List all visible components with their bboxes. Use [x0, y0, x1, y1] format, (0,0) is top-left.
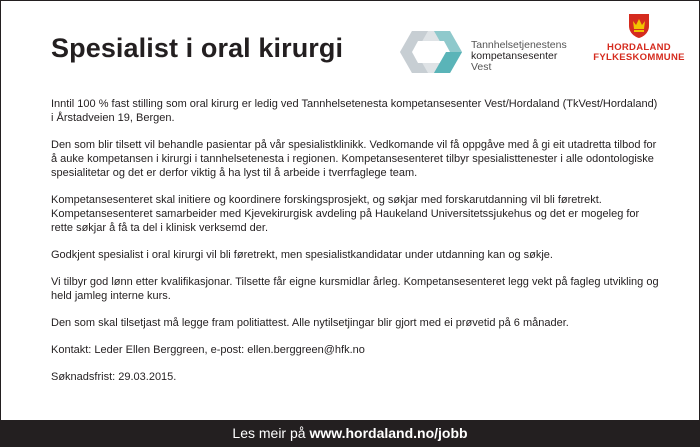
- tannhelse-logo: [398, 27, 568, 79]
- paragraph-police-certificate: Den som skal tilsetjast må legge fram politiattest. Alle nytilsetjingar blir gjort med ei prøvetid på 6 månader.: [51, 317, 569, 329]
- paragraph-deadline: Søknadsfrist: 29.03.2015.: [51, 371, 177, 383]
- hexagon-logo-icon: [398, 29, 464, 75]
- paragraph-offer: Vi tilbyr god lønn etter kvalifikasjonar. Tilsette får eigne kursmidlar årleg. Kompetansesenteret legg vekt på fagleg utvikling og held jamleg interne kurs.: [51, 276, 659, 302]
- footer-bar: [1, 420, 699, 446]
- paragraph-research: Kompetansesenteret skal initiere og koordinere forskingsprosjekt, og søkjar med forskarutdanning vil bli føretrekt. Kompetansesenteret samarbeider med Kjevekirurgisk avdeling på Haukeland Universitetssjukehus og det er mogeleg for rette søkjar å få ta del i klinisk verksemd der.: [51, 194, 640, 234]
- paragraph-qualifications: Godkjent spesialist i oral kirurgi vil bli føretrekt, men spesialistkandidatar under utdanning kan og søkje.: [51, 249, 553, 261]
- page-title: Spesialist i oral kirurgi: [51, 33, 344, 63]
- coat-of-arms-icon: [628, 13, 650, 39]
- ad-body: [51, 97, 661, 397]
- tannhelse-name-line3: Vest: [471, 61, 492, 73]
- footer-link[interactable]: www.hordaland.no/jobb: [309, 425, 468, 441]
- hordaland-name-line1: HORDALAND: [607, 42, 671, 53]
- paragraph-duties: Den som blir tilsett vil behandle pasientar på vår spesialistklinikk. Vedkomande vil få oppgåve med å gi eit utadretta tilbod for å auke kompetansen i kirurgi i tannhelsetenesta i regionen. Kompetansesenteret tilbyr spesialisttenester i alle odontologiske spesialitetar og det er derfor viktig å ha lyst til å arbeide i tverrfaglege team.: [51, 139, 657, 179]
- tannhelse-name-line2: kompetansesenter: [471, 50, 558, 62]
- paragraph-intro: Inntil 100 % fast stilling som oral kirurg er ledig ved Tannhelsetenesta kompetansesenter Vest/Hordaland (TkVest/Hordaland) i Årstadveien 19, Bergen.: [51, 98, 658, 124]
- hordaland-name-line2: FYLKESKOMMUNE: [593, 52, 685, 63]
- paragraph-contact: Kontakt: Leder Ellen Berggreen, e-post: ellen.berggreen@hfk.no: [51, 344, 365, 356]
- hordaland-logo: [589, 13, 689, 73]
- tannhelse-name-line1: Tannhelsetjenestens: [471, 39, 567, 51]
- footer-prefix: Les meir på: [232, 425, 310, 441]
